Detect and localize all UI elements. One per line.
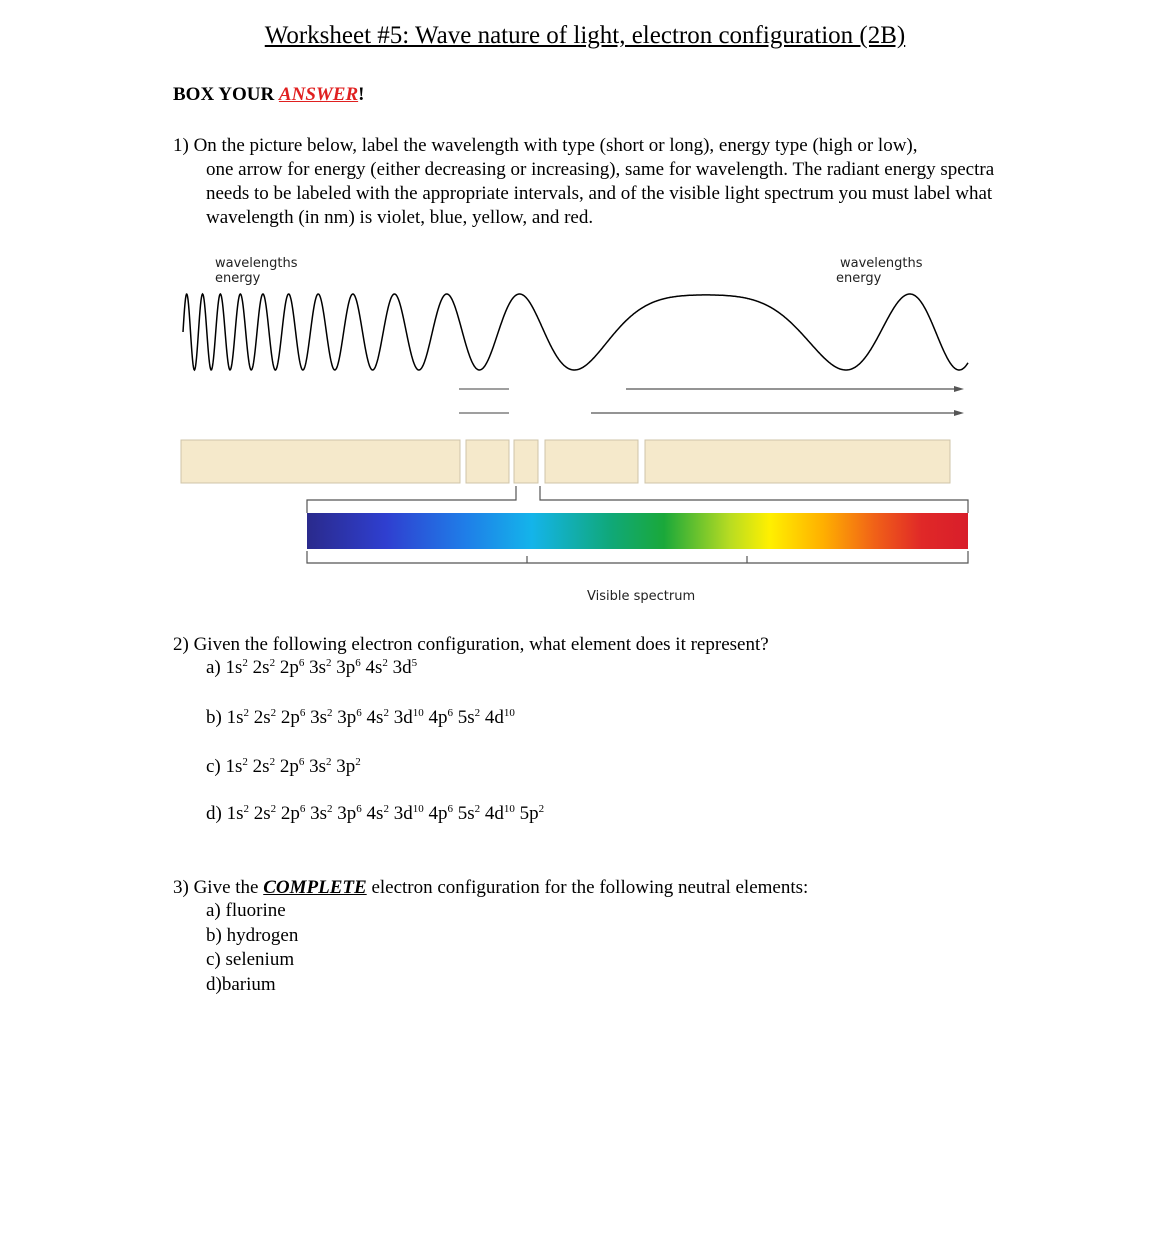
config-letter: a) (206, 657, 226, 678)
question-1-rest: one arrow for energy (either decreasing or increasing), same for wavelength. The radiant energy spectra needs to be labeled with the appropriate intervals, and of the visible light spectrum you must label what wavelength (in nm) is violet, blue, yellow, and red. (206, 159, 995, 228)
orbital-term: $1s^2$ (225, 657, 248, 678)
orbital-term: $3d^{10}$ (393, 803, 424, 824)
orbital-term: $4d^{10}$ (484, 803, 515, 824)
orbital-term: $3s^2$ (309, 756, 332, 777)
config-item-a (206, 657, 417, 679)
question-3-prompt (173, 876, 808, 900)
orbital-term: $2s^2$ (252, 657, 276, 678)
left-energy-label: energy (215, 271, 261, 286)
region-box-3 (514, 440, 538, 483)
orbital-term: $2p^6$ (279, 756, 305, 777)
q3-prefix: 3) Give the (173, 877, 264, 898)
orbital-term: $2p^6$ (279, 657, 305, 678)
orbital-term: $4p^6$ (428, 803, 453, 824)
visible-bracket-left (307, 486, 516, 513)
right-energy-label: energy (836, 271, 882, 286)
config-item-c (206, 756, 361, 778)
orbital-term: $3p^6$ (337, 707, 362, 728)
element-item-c: c) selenium (206, 949, 295, 970)
visible-spectrum-caption: Visible spectrum (587, 589, 696, 604)
orbital-term: $3p^2$ (336, 756, 361, 777)
config-letter: d) (206, 803, 227, 824)
orbital-term: $2s^2$ (253, 707, 277, 728)
element-item-b: b) hydrogen (206, 925, 299, 946)
electromagnetic-wave (183, 294, 968, 370)
wavelength-arrowhead (954, 386, 964, 392)
spectrum-scale (307, 551, 968, 563)
q3-emphasis: COMPLETE (263, 877, 367, 898)
left-wavelength-label: wavelengths (215, 256, 298, 271)
orbital-term: $5s^2$ (457, 803, 481, 824)
orbital-term: $5s^2$ (457, 707, 481, 728)
config-item-b (206, 707, 515, 729)
instruction-emphasis: ANSWER (278, 84, 359, 105)
instruction-prefix: BOX YOUR (173, 84, 279, 105)
visible-bracket-right (540, 486, 968, 513)
config-letter: b) (206, 707, 227, 728)
visible-spectrum-bar (307, 513, 968, 549)
orbital-term: $4s^2$ (365, 657, 388, 678)
region-box-4 (545, 440, 638, 483)
element-item-a: a) fluorine (206, 900, 286, 921)
element-item-d: d)barium (206, 974, 276, 995)
q3-suffix: electron configuration for the following neutral elements: (366, 877, 809, 898)
region-box-2 (466, 440, 509, 483)
orbital-term: $3s^2$ (310, 803, 333, 824)
orbital-term: $4s^2$ (366, 803, 389, 824)
orbital-term: $3d^5$ (392, 657, 418, 678)
question-1-first-line: 1) On the picture below, label the wavelength with type (short or long), energy type (high or low), (173, 135, 918, 156)
worksheet-title: Worksheet #5: Wave nature of light, electron configuration (2B) (264, 22, 906, 49)
right-wavelength-label: wavelengths (840, 256, 923, 271)
orbital-term: $1s^2$ (225, 756, 248, 777)
orbital-term: $3s^2$ (309, 657, 332, 678)
orbital-term: $3p^6$ (337, 803, 362, 824)
orbital-term: $2p^6$ (280, 803, 306, 824)
config-item-d (206, 803, 544, 825)
region-box-1 (181, 440, 460, 483)
orbital-term: $1s^2$ (226, 803, 249, 824)
orbital-term: $4s^2$ (366, 707, 389, 728)
energy-arrowhead (954, 410, 964, 416)
region-box-5 (645, 440, 950, 483)
config-letter: c) (206, 756, 226, 777)
orbital-term: $2s^2$ (253, 803, 277, 824)
orbital-term: $2p^6$ (280, 707, 306, 728)
radiant-energy-diagram (0, 0, 1170, 620)
orbital-term: $2s^2$ (252, 756, 276, 777)
instruction-suffix: ! (358, 84, 365, 105)
orbital-term: $3p^6$ (336, 657, 361, 678)
orbital-term: $4d^{10}$ (484, 707, 515, 728)
orbital-term: $1s^2$ (226, 707, 249, 728)
orbital-term: $5p^2$ (519, 803, 545, 824)
orbital-term: $4p^6$ (428, 707, 453, 728)
question-2-prompt: 2) Given the following electron configuration, what element does it represent? (173, 634, 769, 655)
orbital-term: $3d^{10}$ (393, 707, 424, 728)
orbital-term: $3s^2$ (310, 707, 333, 728)
